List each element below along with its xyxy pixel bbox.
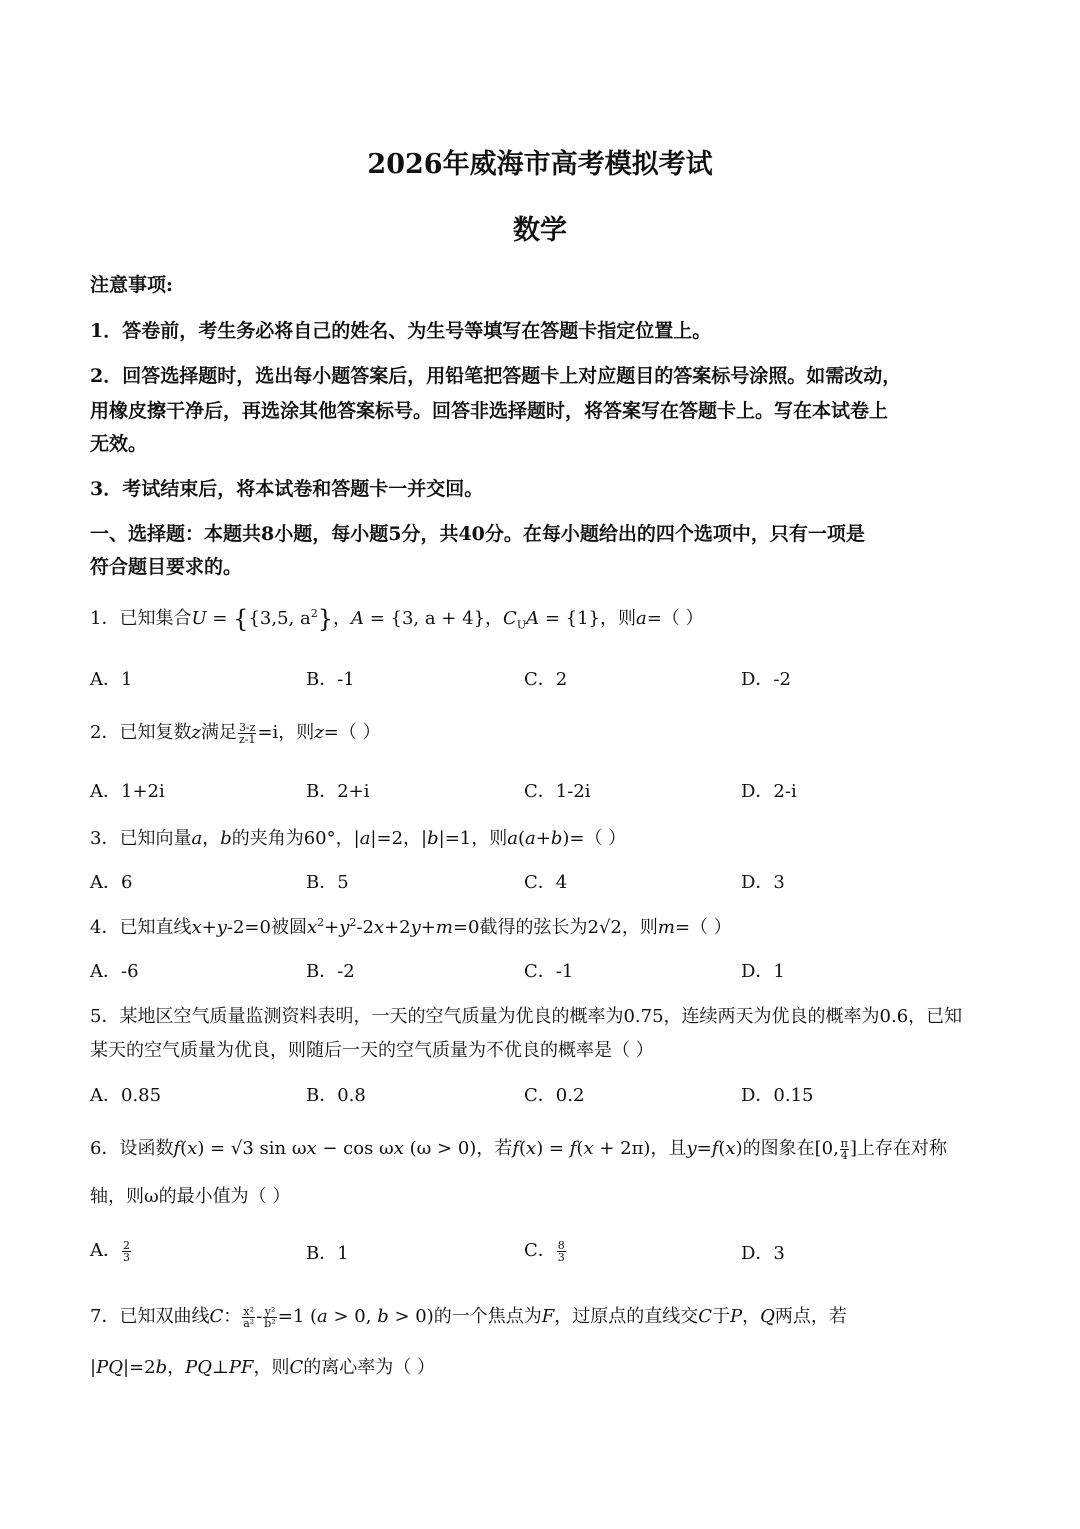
q4-option-d: D．1 [741,961,785,982]
q2-option-c: C．1-2i [524,781,591,802]
fraction: $\frac{3-z}{z-1}$ [238,720,256,746]
q5-option-a: A．0.85 [90,1085,162,1106]
notice-heading: 注意事项: [90,274,174,296]
question-4-stem: 4．已知直线x+y-2=0被圆$x^2+y^2-2x+2y+m=0$截得的弦长为2√2，则m=（ ） [90,916,732,938]
fraction: $\frac{2}{3}$ [123,1238,130,1264]
q4-option-a: A．-6 [90,961,139,982]
question-6-stem-cont: 轴，则ω的最小值为（ ） [90,1186,291,1207]
q6-option-a: A． $\frac{2}{3}$ [90,1238,130,1264]
question-7-stem-cont: |PQ|=2b，PQ⊥PF，则C的离心率为（ ） [90,1357,436,1378]
section-heading-cont: 符合题目要求的。 [90,556,243,578]
question-7-stem: 7．已知双曲线C： $\frac{\text{x²}}{\text{a²}}$ - $\frac{\text{y²}}{\text{b²}}$ =1 (a > 0, b > 0)的一个焦点为F，过原点的直线交C于P，Q两点，若 [90,1304,847,1330]
q6-option-d: D．3 [741,1243,785,1264]
q1-option-c: C．2 [524,669,568,690]
q3-option-c: C．4 [524,872,568,893]
q5-option-b: B．0.8 [306,1085,366,1106]
q2-option-b: B．2+i [306,781,370,802]
q6-option-c: C． $\frac{8}{3}$ [524,1238,565,1264]
question-1-stem: 1．已知集合U = {{3,5, $a^2$}，A = {3, a + 4}，$C_UA = \{1\}$，则a=（ ） [90,605,704,633]
fraction: $\frac{\text{x²}}{\text{a²}}$ [243,1304,255,1330]
notice-item-2-cont2: 无效。 [90,433,148,455]
q1-option-d: D．-2 [741,669,791,690]
q2-option-a: A．1+2i [90,781,165,802]
exam-title: 2026年威海市高考模拟考试 [367,149,713,180]
notice-item-2-cont: 用橡皮擦干净后，再选涂其他答案标号。回答非选择题时，将答案写在答题卡上。写在本试卷上 [90,400,889,422]
section-heading: 一、选择题：本题共8小题，每小题5分，共40分。在每小题给出的四个选项中，只有一项是 [90,523,865,545]
q3-option-b: B．5 [306,872,349,893]
question-5-stem-cont: 某天的空气质量为优良，则随后一天的空气质量为不优良的概率是（ ） [90,1040,654,1061]
q4-option-c: C．-1 [524,961,574,982]
fraction: $\frac{\text{y²}}{\text{b²}}$ [264,1304,276,1330]
question-6-stem: 6．设函数f(x) = √3 sin ωx − cos ωx (ω > 0)，若f(x) = f(x + 2π)，且y=f(x)的图象在[0, $\frac{\pi}{4}$ ]上存在对称 [90,1136,948,1162]
q1-option-b: B．-1 [306,669,355,690]
q4-option-b: B．-2 [306,961,355,982]
notice-item-1: 1．答卷前，考生务必将自己的姓名、为生号等填写在答题卡指定位置上。 [90,320,712,342]
question-5-stem: 5．某地区空气质量监测资料表明，一天的空气质量为优良的概率为0.75，连续两天为优良的概率为0.6，已知 [90,1006,963,1027]
subject-title: 数学 [513,215,567,246]
notice-item-2: 2．回答选择题时，选出每小题答案后，用铅笔把答题卡上对应题目的答案标号涂照。如需改动， [90,365,902,387]
q3-option-d: D．3 [741,872,785,893]
q5-option-d: D．0.15 [741,1085,814,1106]
q1-option-a: A．1 [90,669,133,690]
q6-option-b: B．1 [306,1243,349,1264]
q3-option-a: A．6 [90,872,133,893]
fraction: $\frac{\pi}{4}$ [840,1136,849,1162]
q2-option-d: D．2-i [741,781,797,802]
question-3-stem: 3．已知向量a，b的夹角为60°，|a|=2，|b|=1，则a(a+b)=（ ） [90,828,627,849]
notice-item-3: 3．考试结束后，将本试卷和答题卡一并交回。 [90,478,484,500]
question-2-stem: 2．已知复数z满足 $\frac{3-z}{z-1}$ =i，则z=（ ） [90,720,381,746]
q5-option-c: C．0.2 [524,1085,585,1106]
fraction: $\frac{8}{3}$ [557,1238,565,1264]
